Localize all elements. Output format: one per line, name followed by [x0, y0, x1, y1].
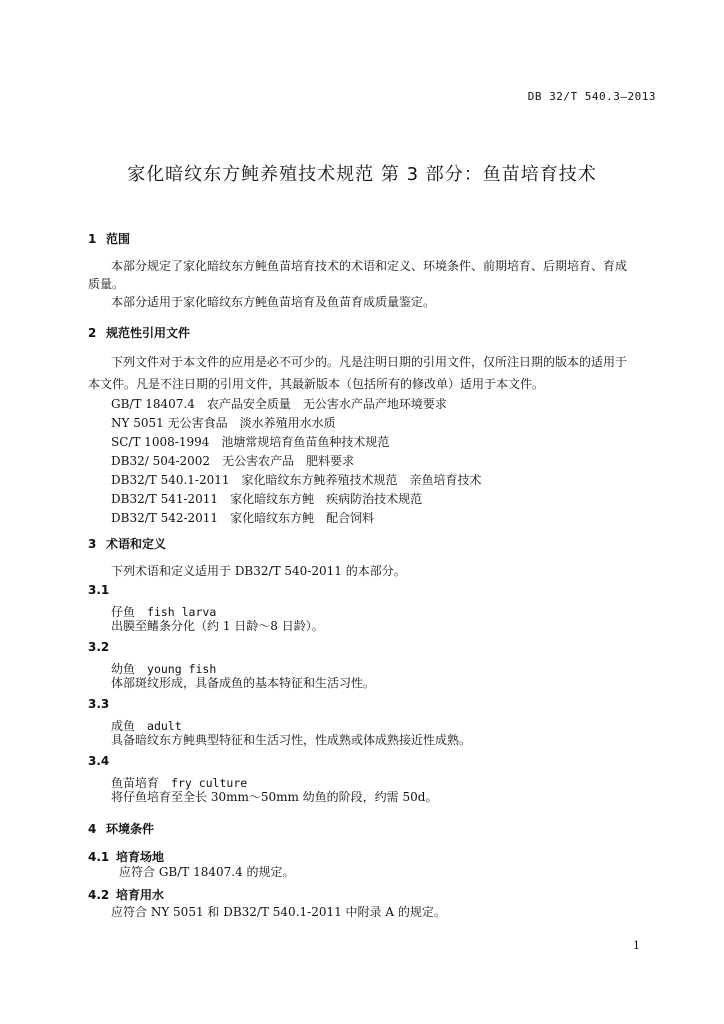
- term-number: 3.1: [88, 583, 110, 597]
- reference-item: [111, 433, 389, 450]
- reference-item: [111, 414, 336, 431]
- section-1-heading: [88, 230, 130, 247]
- scope-paragraph-1-line-2: 质量。: [88, 277, 125, 291]
- reference-title: 家化暗纹东方鲀 疾病防治技术规范: [230, 492, 423, 506]
- term-english: young fish: [147, 662, 217, 676]
- reference-title: 家化暗纹东方鲀 配合饲料: [230, 511, 375, 525]
- section-number: 1: [88, 232, 97, 246]
- term-definition: 将仔鱼培育至全长 30mm～50mm 幼鱼的阶段，约需 50d。: [111, 790, 438, 804]
- term-chinese: 幼鱼: [111, 662, 136, 676]
- term-chinese: 仔鱼: [111, 605, 136, 619]
- section-4-heading: [88, 820, 154, 837]
- reference-code: NY 5051: [111, 416, 164, 430]
- reference-item: [111, 509, 374, 526]
- reference-code: SC/T 1008-1994: [111, 435, 210, 449]
- scope-paragraph-2: 本部分适用于家化暗纹东方鲀鱼苗培育及鱼苗育成质量鉴定。: [111, 295, 436, 309]
- term-definition: 体部斑纹形成，具备成鱼的基本特征和生活习性。: [111, 676, 376, 690]
- reference-title: 池塘常规培育鱼苗鱼种技术规范: [221, 435, 390, 449]
- section-2-heading: [88, 324, 190, 341]
- page-number: 1: [633, 939, 640, 952]
- subsection-4-2-heading: [88, 886, 164, 903]
- reference-code: DB32/T 541-2011: [111, 492, 219, 506]
- term-number: 3.4: [88, 754, 110, 768]
- section-number: 2: [88, 326, 97, 340]
- section-title: 规范性引用文件: [106, 326, 191, 340]
- subsection-4-2-text: 应符合 NY 5051 和 DB32/T 540.1-2011 中附录 A 的规定。: [111, 905, 446, 919]
- subsection-title: 培育场地: [116, 850, 165, 864]
- reference-title: 无公害食品 淡水养殖用水水质: [167, 416, 336, 430]
- term-number: 3.2: [88, 640, 110, 654]
- section-number: 4: [88, 822, 97, 836]
- reference-item: [111, 490, 422, 507]
- subsection-4-1-text: 应符合 GB/T 18407.4 的规定。: [119, 865, 295, 879]
- term-english: fry culture: [171, 776, 248, 790]
- scope-paragraph-1-line-1: 本部分规定了家化暗纹东方鲀鱼苗培育技术的术语和定义、环境条件、前期培育、后期培育、育成: [111, 259, 628, 273]
- reference-code: DB32/T 542-2011: [111, 511, 219, 525]
- section-3-heading: [88, 535, 166, 552]
- section-number: 3: [88, 537, 97, 551]
- term-number: 3.3: [88, 697, 110, 711]
- subsection-title: 培育用水: [116, 888, 165, 902]
- section-title: 范围: [106, 232, 131, 246]
- reference-code: GB/T 18407.4: [111, 397, 195, 411]
- reference-title: 家化暗纹东方鲀养殖技术规范 亲鱼培育技术: [241, 473, 482, 487]
- section-title: 术语和定义: [106, 537, 167, 551]
- reference-item: [111, 452, 354, 469]
- reference-item: [111, 471, 482, 488]
- reference-code: DB32/T 540.1-2011: [111, 473, 230, 487]
- terms-intro: 下列术语和定义适用于 DB32/T 540-2011 的本部分。: [111, 564, 406, 578]
- term-chinese: 成鱼: [111, 719, 136, 733]
- references-intro-line-2: 本文件。凡是不注日期的引用文件，其最新版本（包括所有的修改单）适用于本文件。: [88, 377, 545, 391]
- term-definition: 具备暗纹东方鲀典型特征和生活习性，性成熟或体成熟接近性成熟。: [111, 733, 472, 747]
- term-english: adult: [147, 719, 182, 733]
- reference-item: [111, 395, 447, 412]
- document-number: DB 32/T 540.3—2013: [527, 90, 656, 103]
- section-title: 环境条件: [106, 822, 155, 836]
- subsection-number: 4.1: [88, 850, 110, 864]
- reference-title: 无公害农产品 肥料要求: [222, 454, 355, 468]
- term-definition: 出膜至鳍条分化（约 1 日龄～8 日龄）。: [111, 619, 324, 633]
- term-english: fish larva: [147, 605, 217, 619]
- page-title: 家化暗纹东方鲀养殖技术规范 第 3 部分：鱼苗培育技术: [127, 164, 597, 185]
- term-chinese: 鱼苗培育: [111, 776, 160, 790]
- reference-title: 农产品安全质量 无公害水产品产地环境要求: [206, 397, 447, 411]
- reference-code: DB32/ 504-2002: [111, 454, 211, 468]
- references-intro-line-1: 下列文件对于本文件的应用是必不可少的。凡是注明日期的引用文件，仅所注日期的版本的适用于: [111, 355, 628, 369]
- subsection-number: 4.2: [88, 888, 110, 902]
